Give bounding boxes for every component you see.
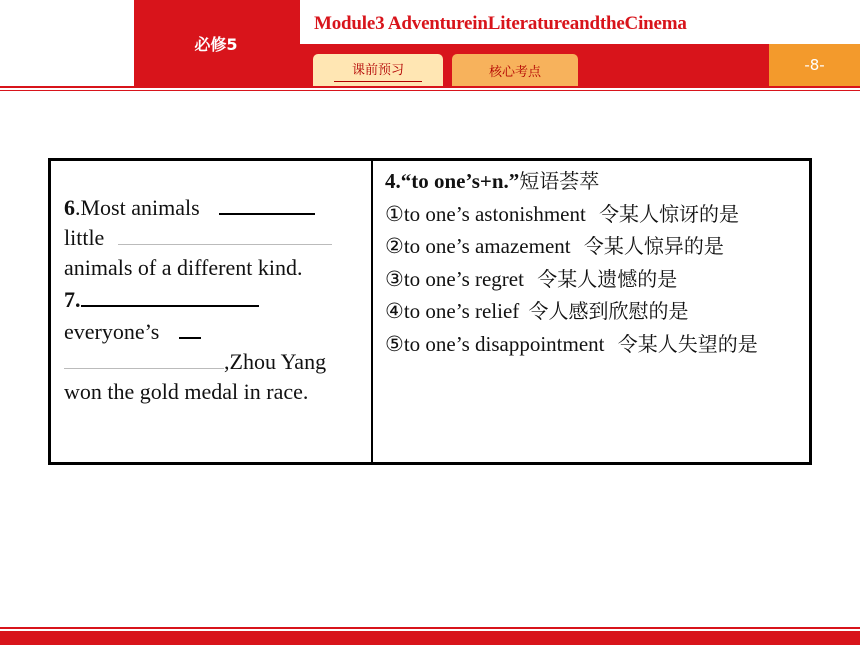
tab-key-points-label: 核心考点	[488, 64, 541, 80]
phrase-item	[385, 230, 799, 263]
phrase-item	[385, 198, 799, 231]
tab-key-points[interactable]	[452, 54, 578, 86]
footer-line	[0, 627, 860, 629]
phrase-heading	[385, 165, 799, 198]
phrase-item	[385, 263, 799, 296]
answer-blank[interactable]	[179, 315, 201, 339]
exercise-7-text-2: ,Zhou Yang won the gold medal in race.	[64, 349, 327, 404]
phrase-item	[385, 328, 799, 361]
exercise-6-number: 6	[64, 195, 75, 220]
page-number: -8-	[769, 44, 860, 86]
phrase-en: ①to one’s astonishment	[385, 201, 586, 226]
tab-preview-label: 课前预习	[334, 59, 422, 82]
exercise-column	[51, 161, 373, 462]
phrase-cn: 令某人惊异的是	[583, 234, 724, 258]
header-underline	[0, 86, 860, 88]
module-title: Module3 AdventureinLiteratureandtheCinema	[314, 13, 687, 34]
phrase-en: ④to one’s relief	[385, 299, 520, 323]
phrase-heading-cn: 短语荟萃	[519, 169, 600, 193]
exercise-6-text-3: animals of a different kind.	[64, 255, 303, 280]
phrase-cn: 令某人遗憾的是	[537, 266, 678, 291]
phrase-column	[373, 161, 809, 462]
answer-blank[interactable]	[118, 226, 332, 245]
phrase-cn: 令某人惊讶的是	[599, 201, 740, 226]
answer-blank[interactable]	[219, 191, 315, 215]
header-underline-thin	[0, 90, 860, 91]
answer-blank[interactable]	[81, 283, 259, 307]
exercise-7-text-1: everyone’s	[64, 319, 160, 344]
exercise-6-text-1: .Most animals	[75, 195, 200, 220]
tab-preview[interactable]	[313, 54, 443, 86]
exercise-7	[64, 283, 361, 407]
exercise-7-number: 7.	[64, 287, 81, 312]
phrase-en: ②to one’s amazement	[385, 234, 571, 258]
phrase-cn: 令某人失望的是	[617, 331, 758, 356]
answer-blank[interactable]	[64, 350, 224, 369]
phrase-heading-number: 4.	[385, 169, 401, 193]
phrase-cn: 令人感到欣慰的是	[528, 299, 689, 323]
content-table	[48, 158, 812, 465]
phrase-en: ⑤to one’s disappointment	[385, 331, 605, 356]
phrase-en: ③to one’s regret	[385, 266, 524, 291]
phrase-heading-pattern: “to one’s+n.”	[400, 169, 520, 193]
footer-bar	[0, 631, 860, 645]
book-label: 必修5	[194, 35, 238, 54]
exercise-6-text-2: little	[64, 225, 105, 250]
exercise-6	[64, 191, 361, 283]
phrase-item	[385, 295, 799, 328]
